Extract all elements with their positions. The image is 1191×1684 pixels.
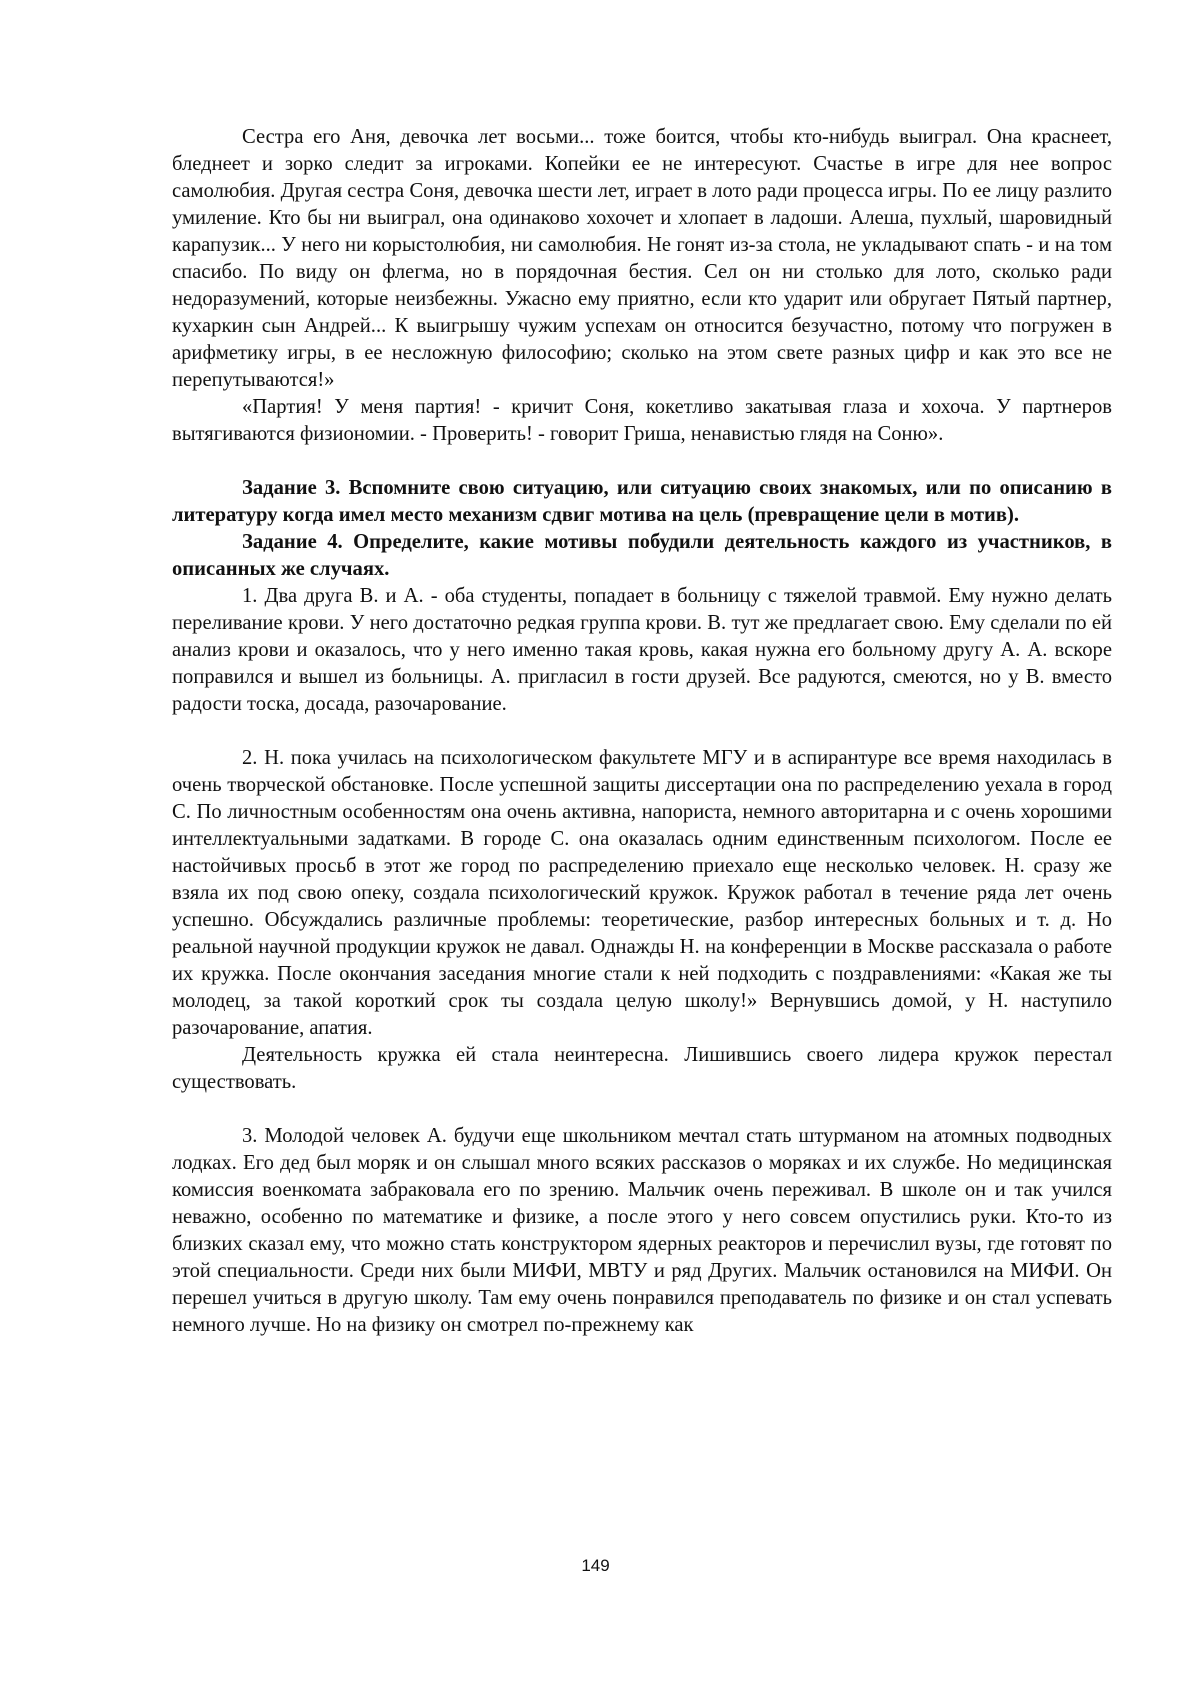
case-1-paragraph: 1. Два друга В. и А. - оба студенты, попадает в больницу с тяжелой травмой. Ему нужно делать переливание крови. У него достаточно редкая группа крови. В. тут же предлагает свою. Ему сделали по ей анализ крови и оказалось, что у него именно такая кровь, какая нужна его больному другу А. А. вскоре поправился и вышел из больницы. А. пригласил в гости друзей. Все радуются, смеются, но у В. вместо радости тоска, досада, разочарование. <box>172 585 1112 715</box>
task-4-heading: Задание 4. Определите, какие мотивы побудили деятельность каждого из участников, в описанных же случаях. <box>172 531 1112 580</box>
paragraph-partiya: «Партия! У меня партия! - кричит Соня, кокетливо закатывая глаза и хохоча. У партнеров вытягиваются физиономии. - Проверить! - говорит Гриша, ненавистью глядя на Соню». <box>172 396 1112 445</box>
page-body <box>172 124 1112 1339</box>
spacer <box>172 448 1112 475</box>
spacer <box>172 718 1112 745</box>
page-number: 149 <box>581 1556 610 1575</box>
case-3-paragraph: 3. Молодой человек А. будучи еще школьником мечтал стать штурманом на атомных подводных лодках. Его дед был моряк и он слышал много всяких рассказов о моряках и их службе. Но медицинская комиссия военкомата забраковала его по зрению. Мальчик очень переживал. В школе он и так учился неважно, особенно по математике и физике, а после этого у него совсем опустились руки. Кто-то из близких сказал ему, что можно стать конструктором ядерных реакторов и перечислил вузы, где готовят по этой специальности. Среди них были МИФИ, МВТУ и ряд Других. Мальчик остановился на МИФИ. Он перешел учиться в другую школу. Там ему очень понравился преподаватель по физике и он стал успевать немного лучше. Но на физику он смотрел по-прежнему как <box>172 1125 1112 1336</box>
case-2-continuation: Деятельность кружка ей стала неинтересна. Лишившись своего лидера кружок перестал существовать. <box>172 1044 1112 1093</box>
case-2-paragraph: 2. Н. пока училась на психологическом факультете МГУ и в аспирантуре все время находилась в очень творческой обстановке. После успешной защиты диссертации она по распределению уехала в город С. По личностным особенностям она очень активна, напориста, немного авторитарна и с очень хорошими интеллектуальными задатками. В городе С. она оказалась одним единственным психологом. После ее настойчивых просьб в этот же город по распределению приехало еще несколько человек. Н. сразу же взяла их под свою опеку, создала психологический кружок. Кружок работал в течение ряда лет очень успешно. Обсуждались различные проблемы: теоретические, разбор интересных больных и т. д. Но реальной научной продукции кружок не давал. Однажды Н. на конференции в Москве рассказала о работе их кружка. После окончания заседания многие стали к ней подходить с поздравлениями: «Какая же ты молодец, за такой короткий срок ты создала целую школу!» Вернувшись домой, у Н. наступило разочарование, апатия. <box>172 747 1112 1039</box>
paragraph-anya: Сестра его Аня, девочка лет восьми... тоже боится, чтобы кто-нибудь выиграл. Она краснеет, бледнеет и зорко следит за игроками. Копейки ее не интересуют. Счастье в игре для нее вопрос самолюбия. Другая сестра Соня, девочка шести лет, играет в лото ради процесса игры. По ее лицу разлито умиление. Кто бы ни выиграл, она одинаково хохочет и хлопает в ладоши. Алеша, пухлый, шаровидный карапузик... У него ни корыстолюбия, ни самолюбия. Не гонят из-за стола, не укладывают спать - и на том спасибо. По виду он флегма, но в порядочная бестия. Сел он ни столько для лото, сколько ради недоразумений, которые неизбежны. Ужасно ему приятно, если кто ударит или обругает Пятый партнер, кухаркин сын Андрей... К выигрышу чужим успехам он относится безучастно, потому что погружен в арифметику игры, в ее несложную философию; сколько на этом свете разных цифр и как это все не перепутываются!» <box>172 126 1112 391</box>
task-3-heading: Задание 3. Вспомните свою ситуацию, или ситуацию своих знакомых, или по описанию в литературу когда имел место механизм сдвиг мотива на цель (превращение цели в мотив). <box>172 477 1112 526</box>
spacer <box>172 1096 1112 1123</box>
